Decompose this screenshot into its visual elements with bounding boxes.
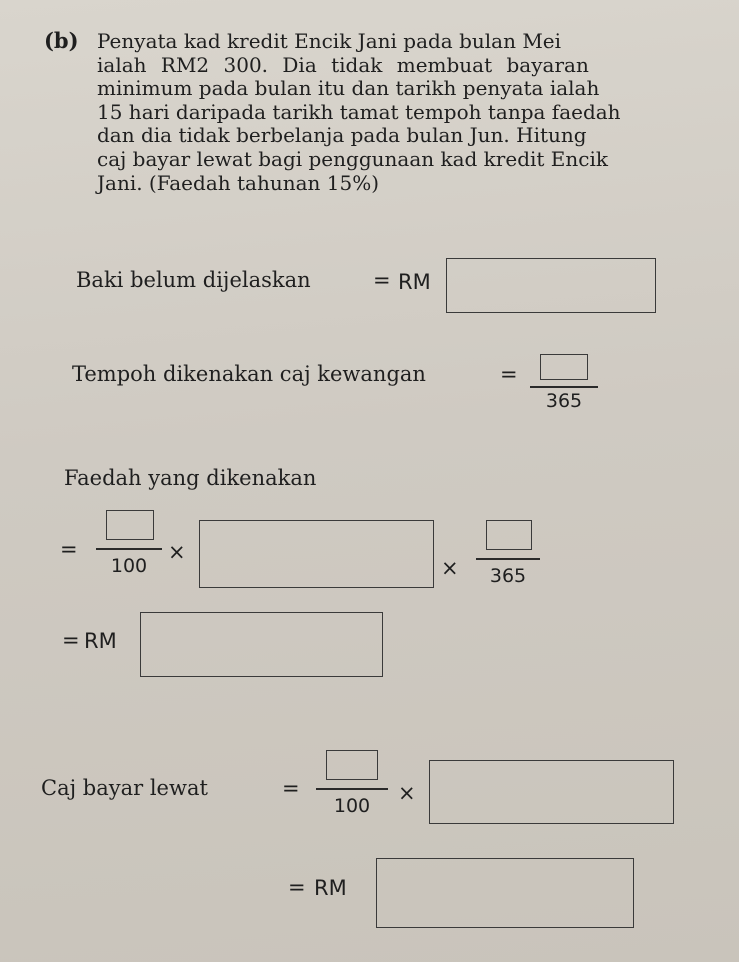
caj-result-box[interactable] — [376, 858, 634, 928]
fraction-bar — [96, 548, 162, 550]
tempoh-label: Tempoh dikenakan caj kewangan — [72, 362, 426, 386]
caj-times: × — [398, 781, 416, 805]
tempoh-numerator-box[interactable] — [540, 354, 588, 380]
faedah-days-denominator: 365 — [489, 565, 527, 587]
caj-equals: = — [282, 776, 300, 800]
caj-label: Caj bayar lewat — [41, 776, 208, 800]
question-line: ialah RM2 300. Dia tidak membuat bayaran — [97, 52, 589, 77]
question-line: Penyata kad kredit Encik Jani pada bulan Mei — [97, 29, 562, 53]
faedah-result-equals: = — [62, 628, 80, 652]
faedah-days-numerator-box[interactable] — [486, 520, 532, 550]
fraction-bar — [530, 386, 598, 388]
fraction-bar — [316, 788, 388, 790]
question-paragraph — [97, 30, 687, 195]
tempoh-denominator: 365 — [545, 390, 583, 412]
faedah-times-2: × — [441, 556, 459, 580]
tempoh-equals: = — [500, 362, 518, 386]
question-line: minimum pada bulan itu dan tarikh penyata ialah — [97, 76, 600, 101]
faedah-rate-denominator: 100 — [110, 555, 148, 577]
faedah-principal-box[interactable] — [199, 520, 434, 588]
tempoh-fraction — [530, 354, 598, 418]
faedah-days-fraction — [476, 520, 540, 600]
fraction-bar — [476, 558, 540, 560]
caj-result-currency: RM — [314, 876, 347, 900]
caj-result-equals: = — [288, 875, 306, 899]
question-line: caj bayar lewat bagi penggunaan kad kredit Encik — [97, 146, 608, 171]
question-line: Jani. (Faedah tahunan 15%) — [97, 170, 380, 195]
faedah-times-1: × — [168, 540, 186, 564]
faedah-result-box[interactable] — [140, 612, 383, 677]
baki-equals: = — [373, 268, 391, 292]
faedah-heading: Faedah yang dikenakan — [64, 466, 317, 490]
caj-rate-fraction — [316, 750, 388, 830]
faedah-rate-fraction — [96, 510, 162, 586]
baki-answer-box[interactable] — [446, 258, 656, 313]
question-label: (b) — [44, 28, 79, 53]
baki-label: Baki belum dijelaskan — [76, 268, 311, 292]
faedah-equals: = — [60, 537, 78, 561]
faedah-rate-numerator-box[interactable] — [106, 510, 154, 540]
baki-currency: RM — [398, 270, 431, 294]
caj-rate-numerator-box[interactable] — [326, 750, 378, 780]
question-line: 15 hari daripada tarikh tamat tempoh tanpa faedah — [97, 99, 621, 124]
faedah-result-currency: RM — [84, 629, 117, 653]
caj-amount-box[interactable] — [429, 760, 674, 824]
caj-rate-denominator: 100 — [333, 795, 371, 817]
question-line: dan dia tidak berbelanja pada bulan Jun. Hitung — [97, 123, 587, 148]
